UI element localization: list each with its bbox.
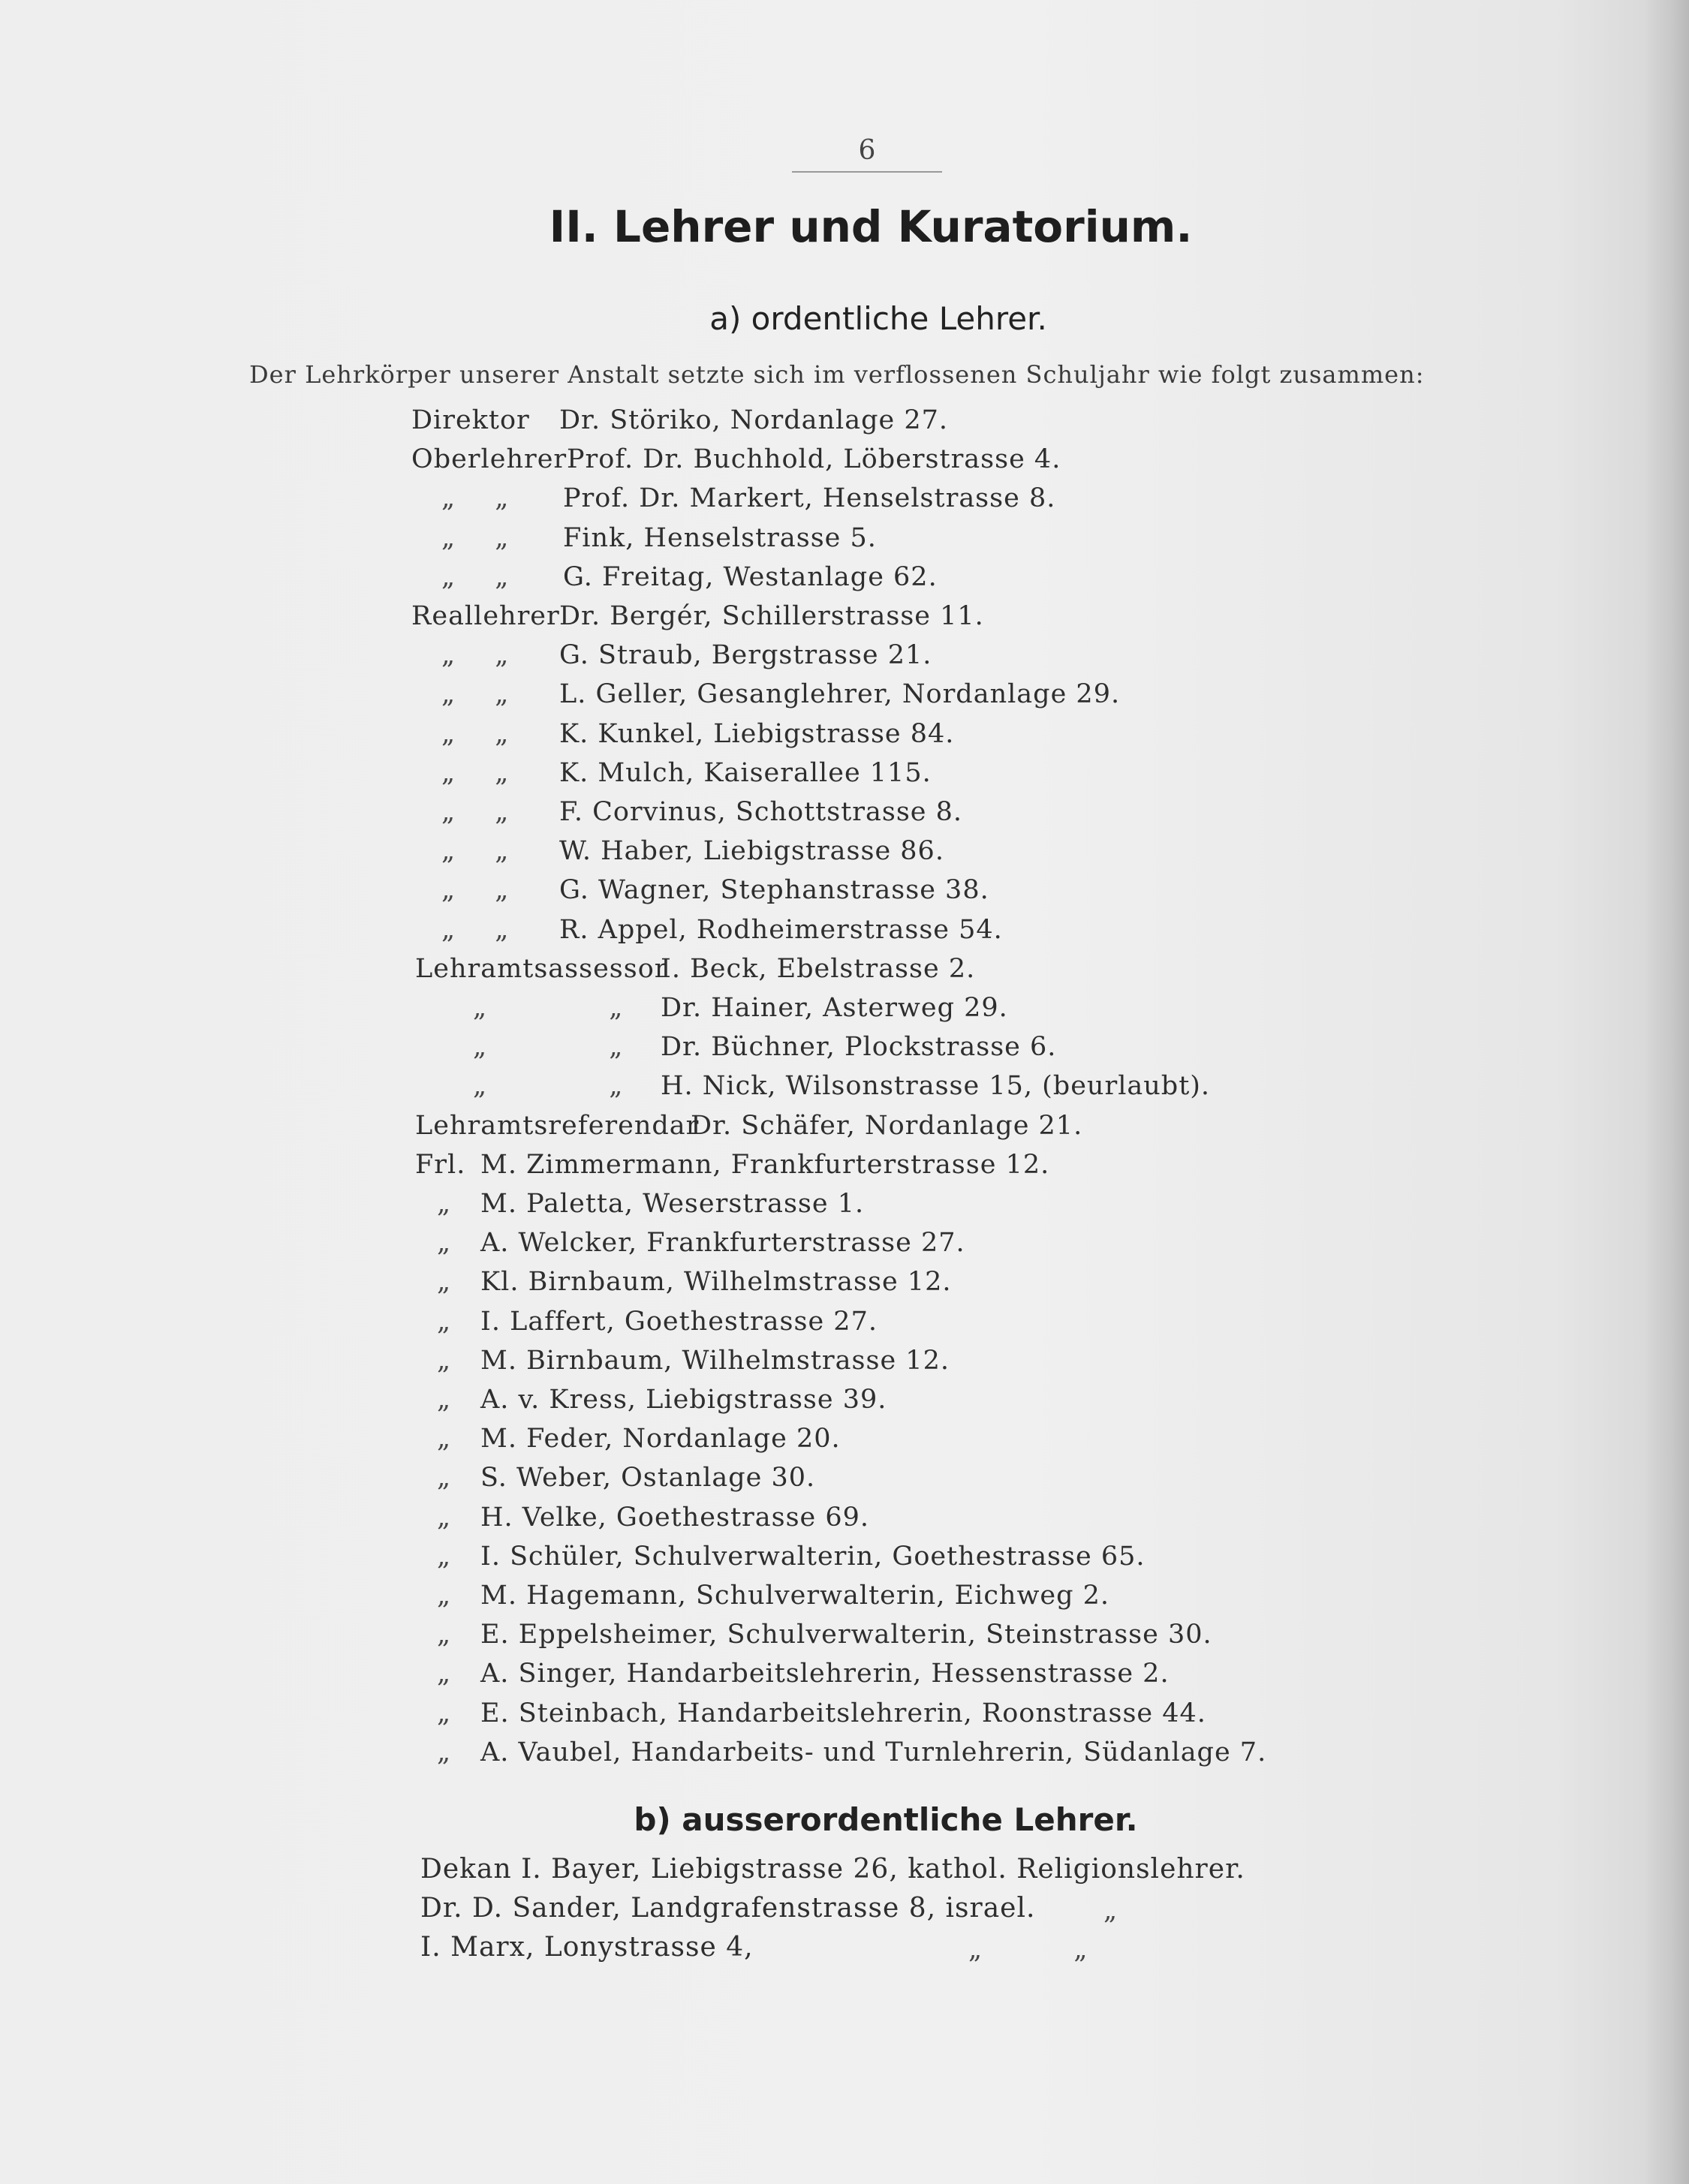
entry-text: Dr. Büchner, Plockstrasse 6.: [661, 1032, 1057, 1062]
entry-text: R. Appel, Rodheimerstrasse 54.: [559, 915, 1003, 945]
entry-title: Lehramtsassessor: [415, 954, 668, 984]
ditto-mark: „: [437, 1503, 452, 1533]
ditto-mark: „: [437, 1189, 452, 1219]
entry-text: M. Hagemann, Schulverwalterin, Eichweg 2.: [480, 1581, 1110, 1611]
ditto-mark: „: [437, 1463, 452, 1493]
ditto-mark: „ „: [441, 875, 510, 905]
ditto-mark: „: [437, 1307, 452, 1337]
section-a-heading: a) ordentliche Lehrer.: [709, 300, 1047, 337]
ditto-mark: „ „: [473, 1032, 624, 1062]
ditto-mark: „ „: [441, 640, 510, 670]
ditto-mark: „: [437, 1385, 452, 1415]
entry-text: Prof. Dr. Buchhold, Löberstrasse 4.: [567, 444, 1061, 474]
entry-text: E. Eppelsheimer, Schulverwalterin, Steinstrasse 30.: [480, 1620, 1212, 1650]
ditto-mark: „ „: [441, 523, 510, 553]
entry-text: M. Paletta, Weserstrasse 1.: [480, 1189, 865, 1219]
ditto-mark: „: [1103, 1896, 1118, 1926]
ditto-mark: „: [437, 1581, 452, 1611]
entry-text: K. Kunkel, Liebigstrasse 84.: [559, 719, 955, 749]
entry-text: M. Zimmermann, Frankfurterstrasse 12.: [480, 1150, 1050, 1180]
entry-title: Oberlehrer: [411, 444, 568, 474]
ditto-mark: „ „: [441, 719, 510, 749]
ditto-mark: „: [437, 1542, 452, 1572]
page-number-rule: [792, 171, 942, 173]
entry-text: I. Schüler, Schulverwalterin, Goethestrasse 65.: [480, 1542, 1146, 1572]
entry-text: I. Laffert, Goethestrasse 27.: [480, 1307, 878, 1337]
entry-text: E. Steinbach, Handarbeitslehrerin, Roonstrasse 44.: [480, 1698, 1206, 1728]
section-a-intro: Der Lehrkörper unserer Anstalt setzte sich im verflossenen Schuljahr wie folgt zusammen:: [249, 360, 1425, 389]
entry-title: Frl.: [415, 1150, 466, 1180]
entry-text: A. v. Kress, Liebigstrasse 39.: [480, 1385, 887, 1415]
chapter-title: II. Lehrer und Kuratorium.: [549, 201, 1193, 252]
ditto-mark: „: [437, 1698, 452, 1728]
entry-title: Lehramtsreferendar: [415, 1111, 700, 1141]
entry-text: G. Freitag, Westanlage 62.: [563, 562, 938, 592]
ditto-mark: „: [437, 1737, 452, 1767]
ditto-mark: „ „: [441, 797, 510, 827]
ditto-mark: „ „: [441, 679, 510, 709]
entry-text: Dekan I. Bayer, Liebigstrasse 26, kathol. Religionslehrer.: [420, 1854, 1245, 1885]
entry-text: I. Marx, Lonystrasse 4,: [420, 1932, 754, 1963]
entry-title: Direktor: [411, 405, 530, 435]
entry-text: H. Velke, Goethestrasse 69.: [480, 1503, 870, 1533]
ditto-mark: „ „: [441, 836, 510, 866]
entry-text: S. Weber, Ostanlage 30.: [480, 1463, 816, 1493]
entry-text: L. Geller, Gesanglehrer, Nordanlage 29.: [559, 679, 1121, 709]
ditto-mark: „ „: [473, 1071, 624, 1101]
ditto-mark: „ „: [441, 483, 510, 513]
entry-text: Dr. Hainer, Asterweg 29.: [661, 993, 1008, 1023]
page-number: 6: [858, 135, 876, 166]
entry-text: M. Birnbaum, Wilhelmstrasse 12.: [480, 1346, 950, 1376]
entry-text: Kl. Birnbaum, Wilhelmstrasse 12.: [480, 1267, 952, 1297]
ditto-mark: „: [437, 1346, 452, 1376]
entry-text: H. Nick, Wilsonstrasse 15, (beurlaubt).: [661, 1071, 1211, 1101]
ditto-mark: „: [437, 1228, 452, 1258]
entry-text: A. Vaubel, Handarbeits- und Turnlehrerin, Südanlage 7.: [480, 1737, 1267, 1767]
entry-text: K. Mulch, Kaiserallee 115.: [559, 758, 932, 788]
ditto-mark: „ „: [968, 1935, 1088, 1965]
section-b-heading: b) ausserordentliche Lehrer.: [634, 1801, 1138, 1838]
entry-title: Reallehrer: [411, 601, 560, 631]
entry-text: A. Welcker, Frankfurterstrasse 27.: [480, 1228, 965, 1258]
entry-text: F. Corvinus, Schottstrasse 8.: [559, 797, 963, 827]
entry-text: G. Wagner, Stephanstrasse 38.: [559, 875, 989, 905]
ditto-mark: „: [437, 1267, 452, 1297]
entry-text: Dr. D. Sander, Landgrafenstrasse 8, israel.: [420, 1893, 1036, 1924]
entry-text: Prof. Dr. Markert, Henselstrasse 8.: [563, 483, 1056, 513]
ditto-mark: „ „: [441, 915, 510, 945]
ditto-mark: „ „: [473, 993, 624, 1023]
entry-text: G. Straub, Bergstrasse 21.: [559, 640, 932, 670]
entry-text: Dr. Bergér, Schillerstrasse 11.: [559, 601, 984, 631]
entry-text: Fink, Henselstrasse 5.: [563, 523, 877, 553]
entry-text: M. Feder, Nordanlage 20.: [480, 1424, 841, 1454]
ditto-mark: „ „: [441, 758, 510, 788]
ditto-mark: „ „: [441, 562, 510, 592]
entry-text: A. Singer, Handarbeitslehrerin, Hessenstrasse 2.: [480, 1659, 1170, 1689]
entry-text: Dr. Schäfer, Nordanlage 21.: [691, 1111, 1083, 1141]
entry-text: Dr. Störiko, Nordanlage 27.: [559, 405, 948, 435]
entry-text: W. Haber, Liebigstrasse 86.: [559, 836, 944, 866]
ditto-mark: „: [437, 1659, 452, 1689]
ditto-mark: „: [437, 1620, 452, 1650]
entry-text: I. Beck, Ebelstrasse 2.: [661, 954, 976, 984]
ditto-mark: „: [437, 1424, 452, 1454]
